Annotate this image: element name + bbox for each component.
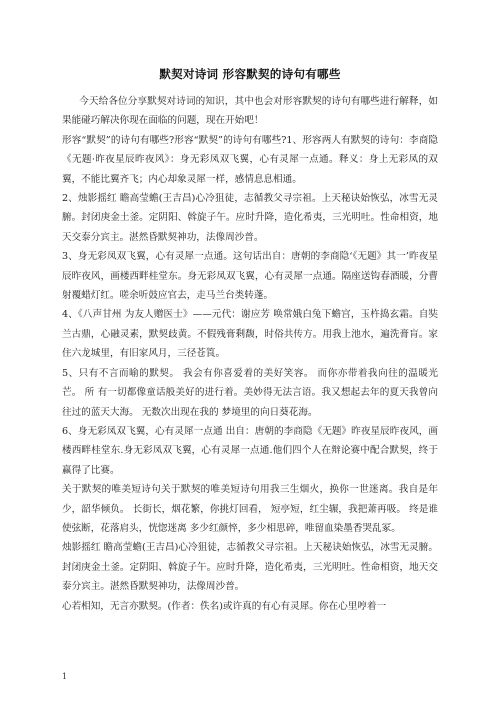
paragraph-short-poems: 关于默契的唯美短诗句关于默契的唯美短诗句用我三生烟火，换你一世迷离。我自是年少，韶华倾负。 长街长，烟花繁，你挑灯回看， 短亭短，红尘辗，我把萧再吸。 终是谁使弦断，花落肩头，恍惚迷离 多少红颜悴，多少相思碎，唯留血染墨香哭乱冢。 <box>62 484 438 534</box>
paragraph-4: 4、《八声甘州 为友人赠医士》——元代：谢应芳 唤常娥白兔下蟾宫，玉杵捣玄霜。自奘兰古鼎，心融灵素，默契歧黄。不假残膏剩馥，时俗共传方。用我上池水，遍洗膏肓。家住六龙城里，有旧家风月，三径苍筤。 <box>62 309 438 360</box>
document-body <box>62 92 438 616</box>
paragraph-2: 2、烛影摇红 瞻高莹蟾(王吉昌)心冷狙徒，志循教父寻宗祖。上天秘诀始恢弘，冰雪无灵腑。封闭庚金土釜。定阴阳、斡旋子午。应时升降，造化希夷，三光明吐。性命相资，地天交泰分宾主。湛然昏默契神功，法像周沙普。 <box>62 193 438 243</box>
paragraph-1: 形容“默契”的诗句有哪些?形容“默契”的诗句有哪些?1、形容两人有默契的诗句：李商隐《无题·昨夜星辰昨夜风》：身无彩凤双飞翼，心有灵犀一点通。释义：身上无彩凤的双翼，不能比翼齐飞；内心却象灵犀一样，感情息息相通。 <box>62 134 438 185</box>
paragraph-3: 3、身无彩凤双飞翼，心有灵犀一点通。这句话出自：唐朝的李商隐‘《无题》其一’昨夜星辰昨夜风，画楼西畔桂堂东。身无彩凤双飞翼，心有灵犀一点通。隔座送钩春酒暖，分曹射覆蜡灯红。嗟余听鼓应官去，走马兰台类转蓬。 <box>62 251 438 302</box>
paragraph-5: 5、只有不言而喻的默契。 我会有你喜爱着的美好笑容。 而你亦带着我向往的温暖光芒。 所 有一切都像童话般美好的进行着。美妙得无法言语。我又想起去年的夏天我曾向往过的蓝天大海。 无数次出现在我的 梦境里的向日葵花海。 <box>62 367 438 418</box>
paragraph-6: 6、身无彩凤双飞翼，心有灵犀一点通 出自：唐朝的李商隐《无题》昨夜星辰昨夜风，画楼西畔桂堂东.身无彩凤双飞翼，心有灵犀一点通.他们四个人在辩论赛中配合默契，终于赢得了比赛。 <box>62 425 438 476</box>
paragraph-poem-repeat: 烛影摇红 瞻高莹蟾(王吉昌)心冷狙徒，志循教父寻宗祖。上天秘诀始恢弘，冰雪无灵腑。封闭庚金土釜。定阴阳、斡旋子午。应时升降，造化希夷，三光明吐。性命相资，地天交泰分宾主。湛然昏默契神功，法像周沙普。 <box>62 542 438 593</box>
page-number: 1 <box>62 672 68 681</box>
paragraph-intro: 今天给各位分享默契对诗词的知识，其中也会对形容默契的诗句有哪些进行解释，如果能碰巧解决你现在面临的问题，现在开始吧！ <box>62 96 438 127</box>
document-title: 默契对诗词 形容默契的诗句有哪些 <box>159 67 341 81</box>
paragraph-last: 心若相知，无言亦默契。(作者：佚名)或许真的有心有灵犀。你在心里哼着一 <box>62 600 387 612</box>
